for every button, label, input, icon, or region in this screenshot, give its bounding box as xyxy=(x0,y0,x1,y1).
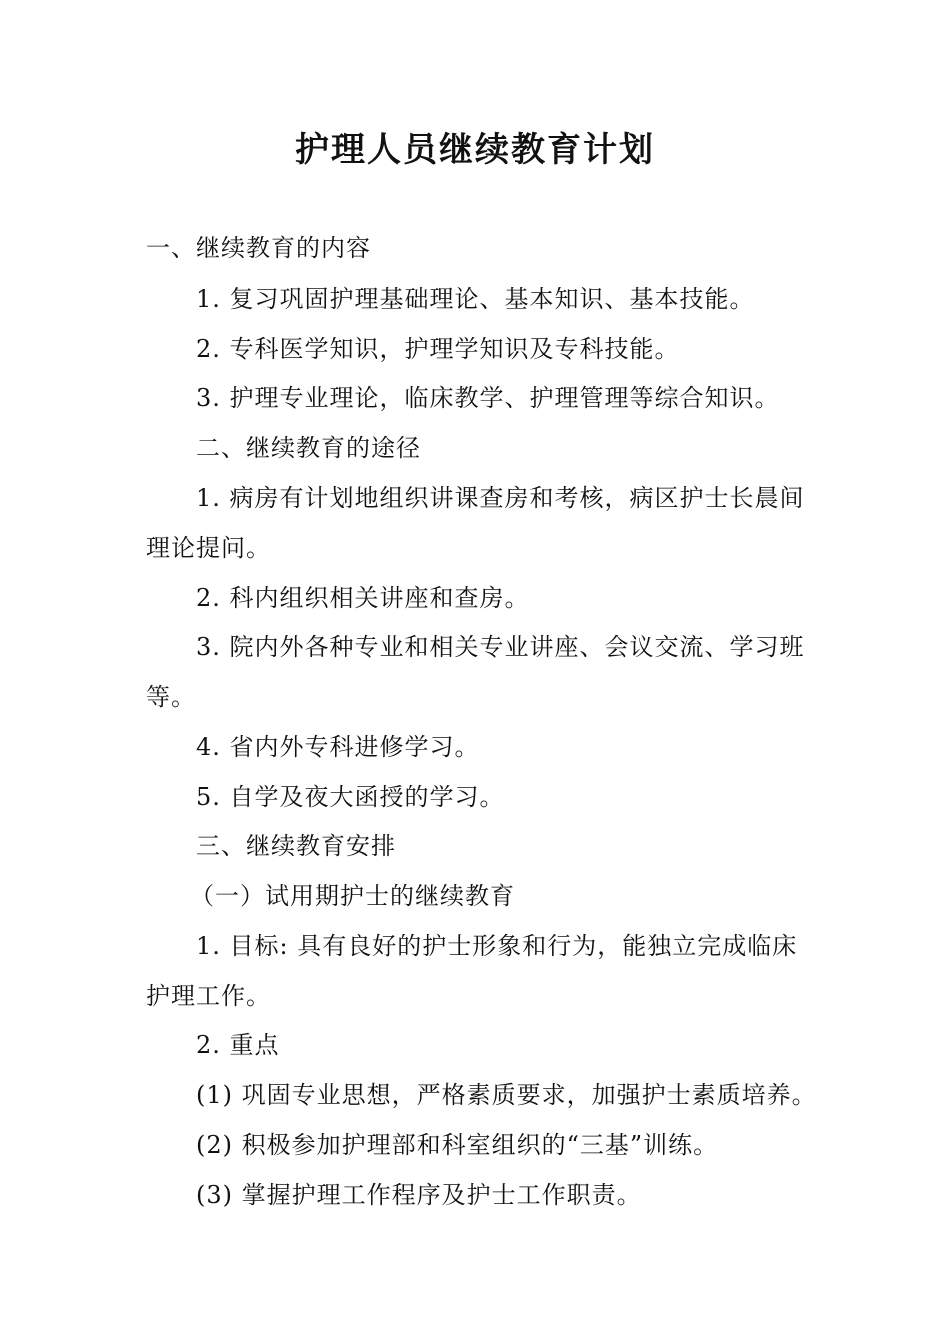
document-title: 护理人员继续教育计划 xyxy=(295,130,655,170)
approach-item-3: 3. 院内外各种专业和相关专业讲座、会议交流、学习班 xyxy=(196,633,805,661)
content-item-2: 2. 专科医学知识，护理学知识及专科技能。 xyxy=(196,335,680,363)
approach-item-3-continued: 等。 xyxy=(146,683,196,711)
section-heading-approach: 二、继续教育的途径 xyxy=(196,434,421,462)
probation-focus-1: (1) 巩固专业思想，严格素质要求，加强护士素质培养。 xyxy=(196,1081,817,1109)
approach-item-2: 2. 科内组织相关讲座和查房。 xyxy=(196,584,530,612)
probation-focus-3: (3) 掌握护理工作程序及护士工作职责。 xyxy=(196,1181,642,1209)
probation-goal-continued: 护理工作。 xyxy=(146,982,271,1010)
approach-item-1: 1. 病房有计划地组织讲课查房和考核，病区护士长晨间 xyxy=(196,484,805,512)
probation-goal: 1. 目标: 具有良好的护士形象和行为，能独立完成临床 xyxy=(196,932,798,960)
subsection-heading-probation: （一）试用期护士的继续教育 xyxy=(190,882,515,910)
section-heading-arrangement: 三、继续教育安排 xyxy=(196,832,396,860)
section-heading-content: 一、继续教育的内容 xyxy=(146,234,371,262)
probation-focus-2: (2) 积极参加护理部和科室组织的“三基”训练。 xyxy=(196,1131,719,1159)
approach-item-5: 5. 自学及夜大函授的学习。 xyxy=(196,783,505,811)
approach-item-4: 4. 省内外专科进修学习。 xyxy=(196,733,480,761)
probation-focus-heading: 2. 重点 xyxy=(196,1031,280,1059)
content-item-1: 1. 复习巩固护理基础理论、基本知识、基本技能。 xyxy=(196,285,755,313)
approach-item-1-continued: 理论提问。 xyxy=(146,534,271,562)
content-item-3: 3. 护理专业理论，临床教学、护理管理等综合知识。 xyxy=(196,384,780,412)
